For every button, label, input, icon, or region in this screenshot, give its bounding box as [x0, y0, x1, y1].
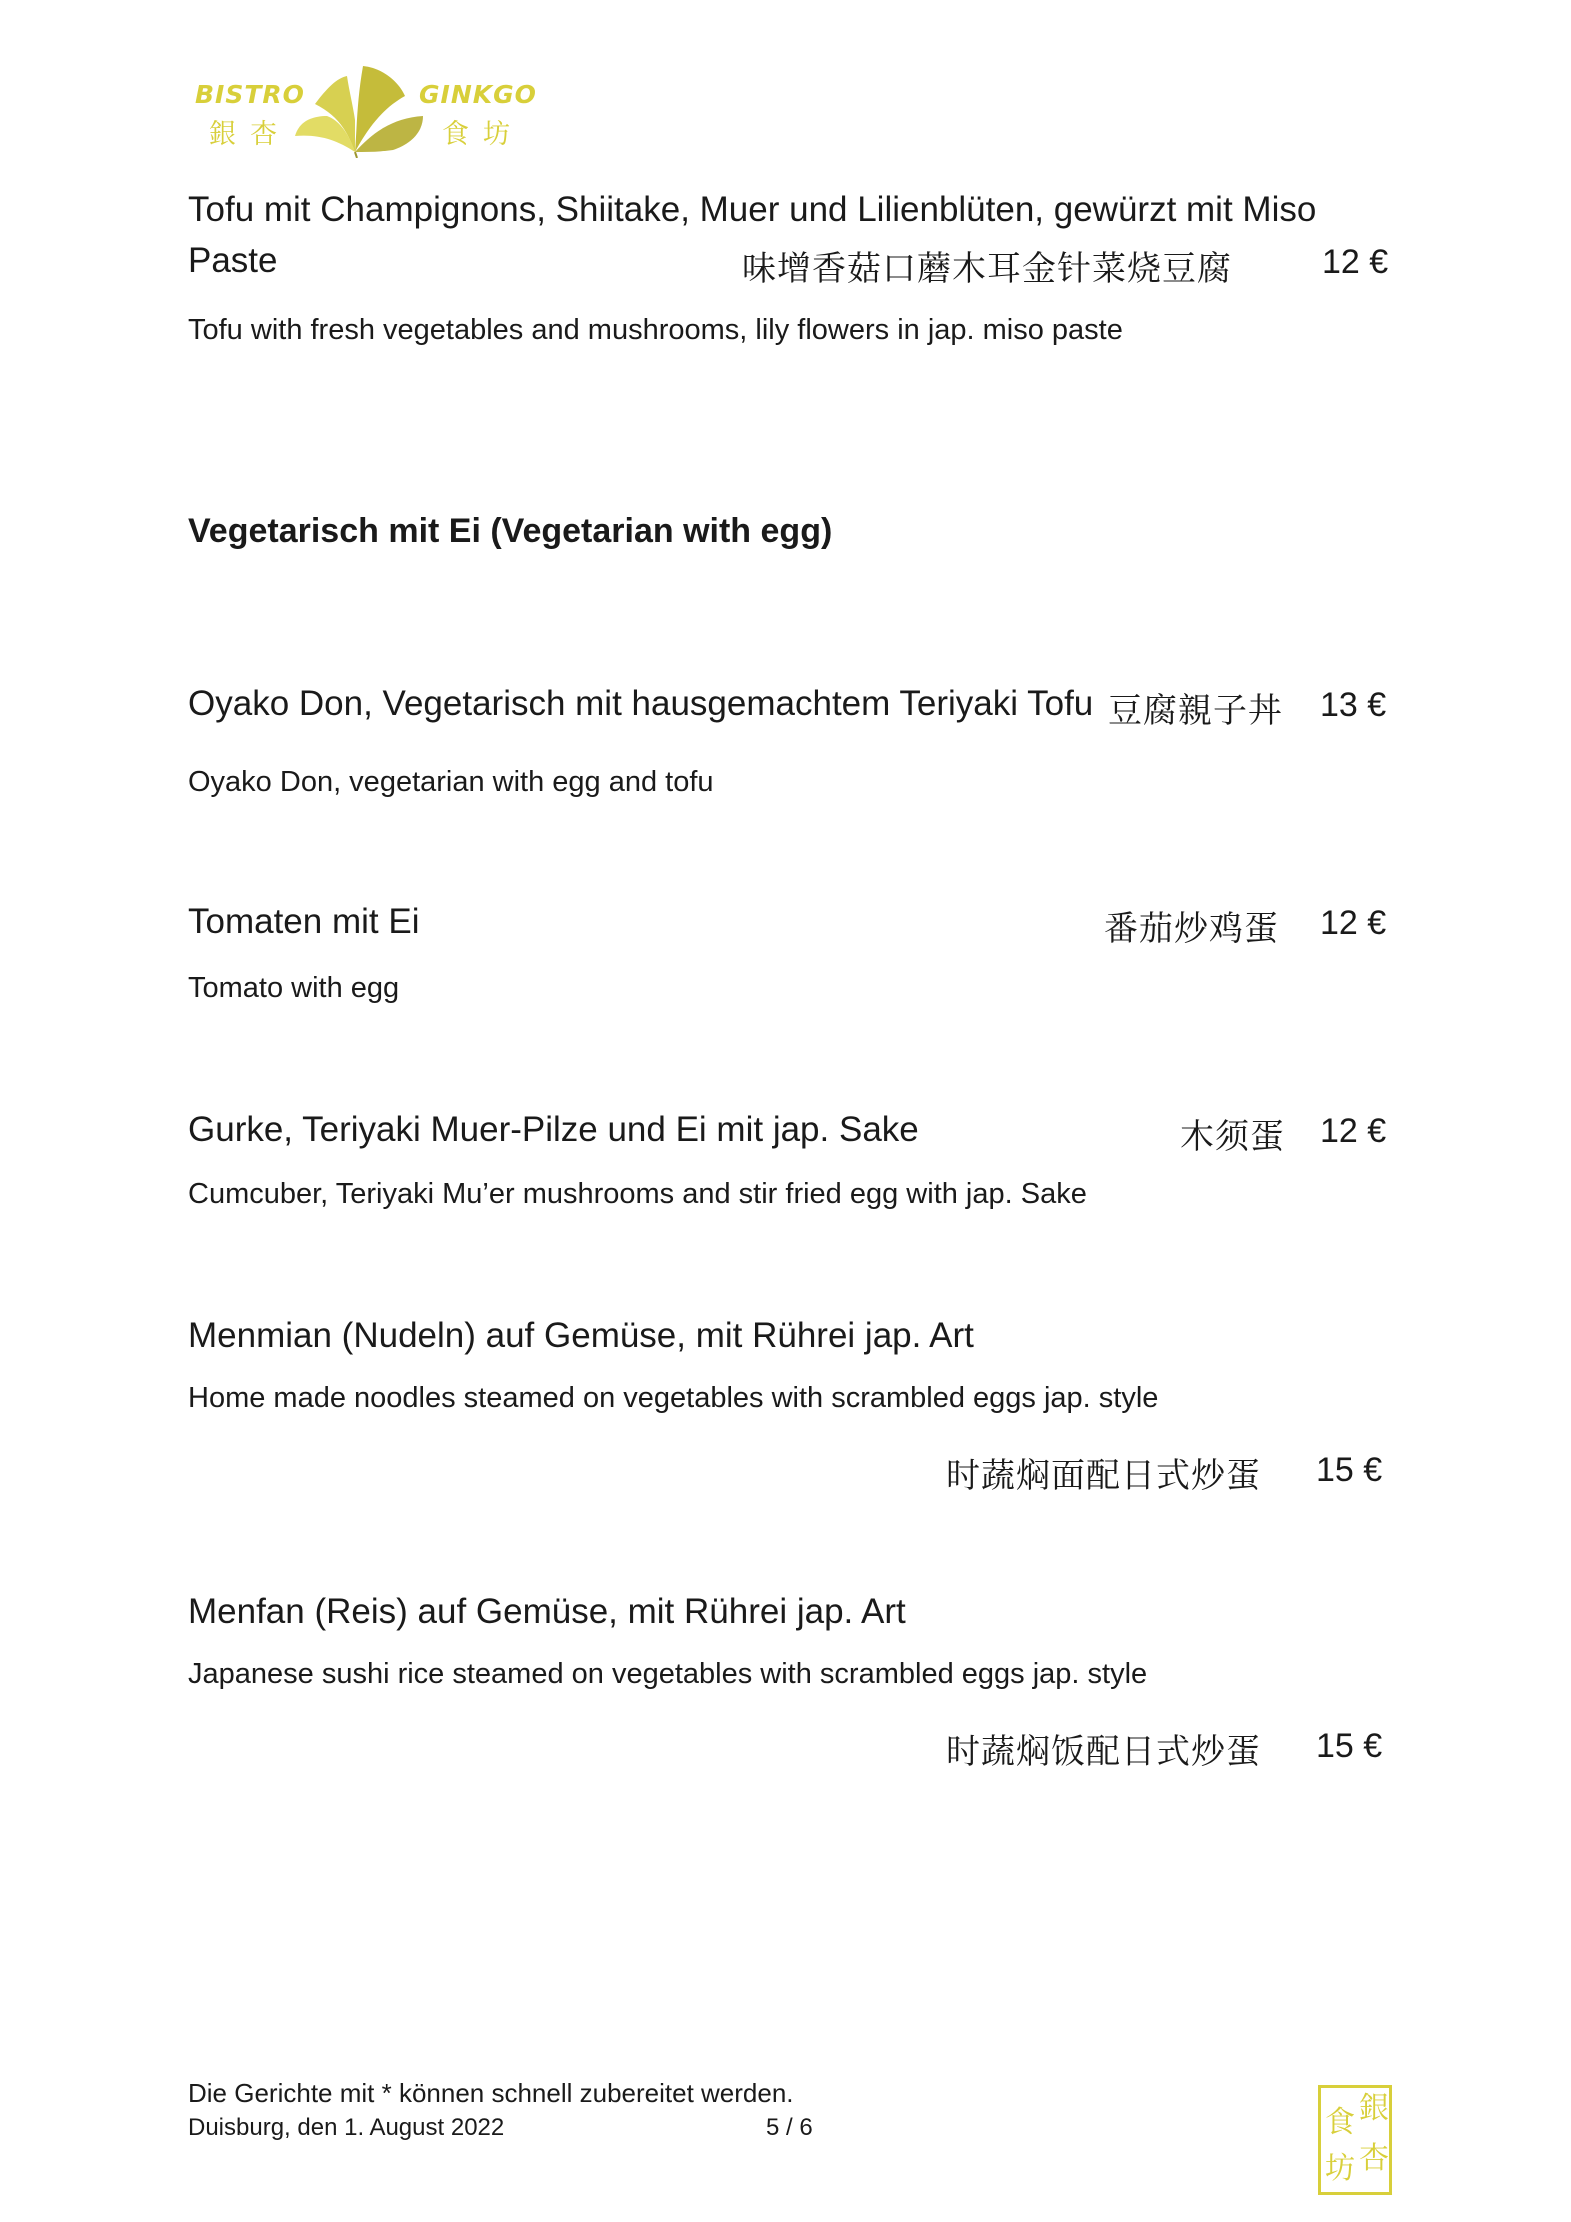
- dish-title: Oyako Don, Vegetarisch mit hausgemachtem Teriyaki Tofu: [188, 684, 1094, 723]
- seal-char: 食: [1325, 2105, 1355, 2140]
- bistro-ginkgo-logo: [187, 60, 539, 158]
- dish-title: Gurke, Teriyaki Muer-Pilze und Ei mit jap. Sake: [188, 1110, 919, 1149]
- dish-title-line1: Tofu mit Champignons, Shiitake, Muer und Lilienblüten, gewürzt mit Miso: [188, 190, 1317, 229]
- footer-note: Die Gerichte mit * können schnell zubereitet werden.: [188, 2078, 794, 2108]
- dish-chinese-name: 时蔬焖面配日式炒蛋: [946, 1456, 1261, 1496]
- logo-ginkgo-text: GINKGO: [419, 80, 537, 109]
- dish-price: 15 €: [1316, 1727, 1383, 1765]
- section-heading: Vegetarisch mit Ei (Vegetarian with egg): [188, 512, 833, 550]
- dish-chinese-name: 番茄炒鸡蛋: [1104, 909, 1279, 949]
- dish-description: Home made noodles steamed on vegetables with scrambled eggs jap. style: [188, 1382, 1159, 1414]
- logo-bistro-cjk: 銀杏: [209, 119, 291, 150]
- dish-title: Tomaten mit Ei: [188, 902, 420, 941]
- dish-price: 12 €: [1322, 243, 1389, 281]
- seal-char: 杏: [1359, 2141, 1389, 2176]
- footer-place-date: Duisburg, den 1. August 2022: [188, 2114, 505, 2141]
- page-number: 5 / 6: [766, 2114, 813, 2141]
- seal-char: 銀: [1359, 2091, 1389, 2126]
- dish-chinese-name: 豆腐親子丼: [1108, 691, 1283, 731]
- dish-description: Tofu with fresh vegetables and mushrooms, lily flowers in jap. miso paste: [188, 314, 1123, 346]
- dish-chinese-name: 时蔬焖饭配日式炒蛋: [946, 1732, 1261, 1772]
- dish-title: Menmian (Nudeln) auf Gemüse, mit Rührei jap. Art: [188, 1316, 974, 1355]
- dish-price: 15 €: [1316, 1451, 1383, 1489]
- dish-description: Cumcuber, Teriyaki Mu’er mushrooms and stir fried egg with jap. Sake: [188, 1178, 1087, 1210]
- seal-char: 坊: [1325, 2151, 1355, 2186]
- dish-price: 12 €: [1320, 904, 1387, 942]
- dish-chinese-name: 木须蛋: [1180, 1117, 1285, 1157]
- dish-price: 12 €: [1320, 1112, 1387, 1150]
- restaurant-seal: [1318, 2085, 1392, 2195]
- logo-bistro-text: BISTRO: [195, 80, 305, 109]
- dish-title: Menfan (Reis) auf Gemüse, mit Rührei jap. Art: [188, 1592, 906, 1631]
- logo-ginkgo-cjk: 食坊: [442, 119, 524, 150]
- dish-chinese-name: 味增香菇口蘑木耳金针菜烧豆腐: [742, 249, 1232, 289]
- dish-title-line2: Paste: [188, 241, 278, 280]
- dish-description: Japanese sushi rice steamed on vegetables with scrambled eggs jap. style: [188, 1658, 1148, 1690]
- dish-price: 13 €: [1320, 686, 1387, 724]
- dish-description: Oyako Don, vegetarian with egg and tofu: [188, 766, 714, 798]
- dish-description: Tomato with egg: [188, 972, 400, 1004]
